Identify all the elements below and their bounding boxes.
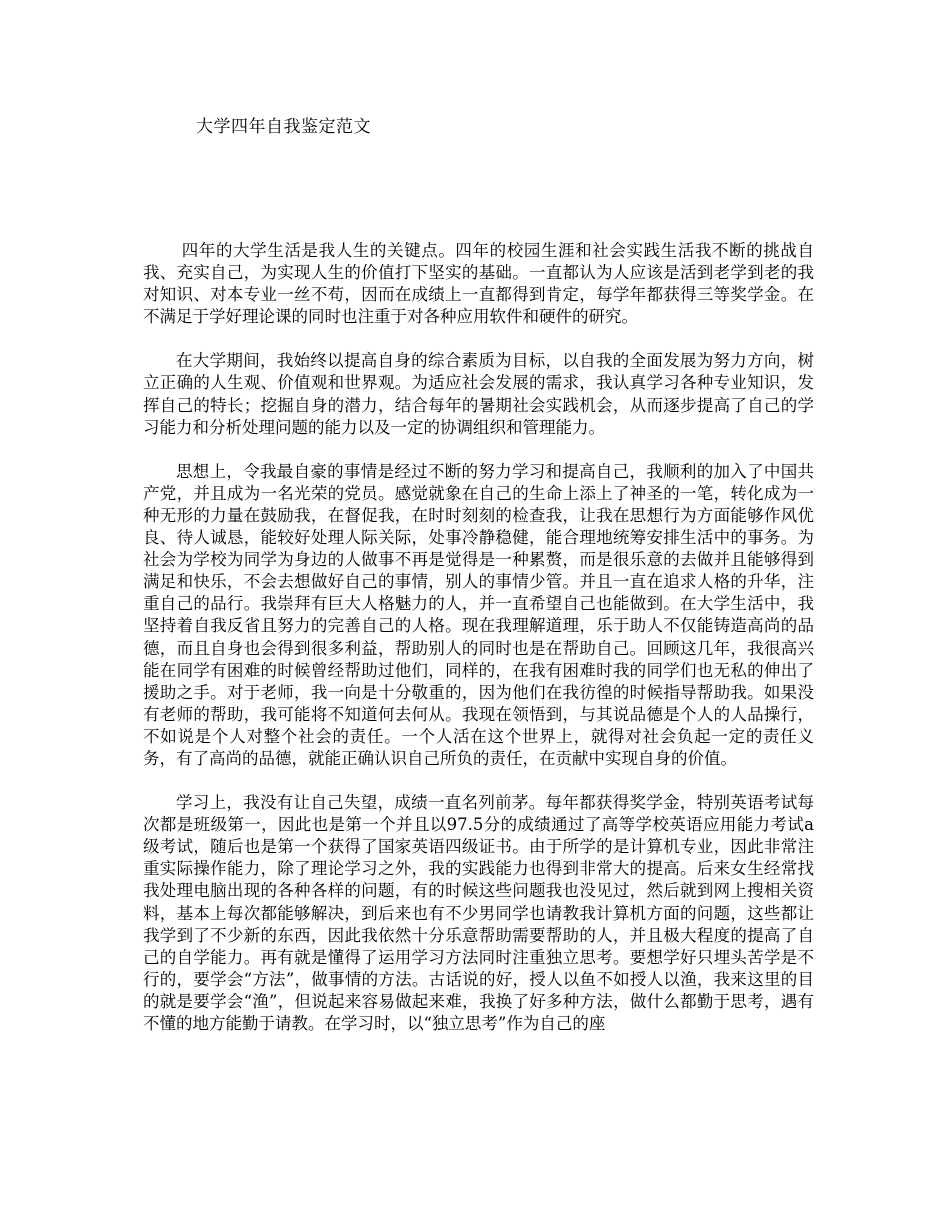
document-title: 大学四年自我鉴定范文 xyxy=(196,117,371,137)
paragraph-study: 学习上，我没有让自己失望，成绩一直名列前茅。每年都获得奖学金，特别英语考试每次都是班级第一，因此也是第一个并且以97.5分的成绩通过了高等学校英语应用能力考试a级考试，随后也是第一个获得了国家英语四级证书。由于所学的是计算机专业，因此非常注重实际操作能力，除了理论学习之外，我的实践能力也得到非常大的提高。后来女生经常找我处理电脑出现的各种各样的问题，有的时候这些问题我也没见过，然后就到网上搜相关资料，基本上每次都能够解决，到后来也有不少男同学也请教我计算机方面的问题，这些都让我学到了不少新的东西，因此我依然十分乐意帮助需要帮助的人，并且极大程度的提高了自己的自学能力。再有就是懂得了运用学习方法同时注重独立思考。要想学好只埋头苦学是不行的，要学会“方法”，做事情的方法。古话说的好，授人以鱼不如授人以渔，我来这里的目的就是要学会“渔”，但说起来容易做起来难，我换了好多种方法，做什么都勤于思考，遇有不懂的地方能勤于请教。在学习时，以“独立思考”作为自己的座 xyxy=(143,793,814,1033)
paragraph-intro: 四年的大学生活是我人生的关键点。四年的校园生涯和社会实践生活我不断的挑战自我、充实自己，为实现人生的价值打下坚实的基础。一直都认为人应该是活到老学到老的我对知识、对本专业一丝不苟，因而在成绩上一直都得到肯定，每学年都获得三等奖学金。在不满足于学好理论课的同时也注重于对各种应用软件和硬件的研究。 xyxy=(143,241,814,327)
paragraph-university-period: 在大学期间，我始终以提高自身的综合素质为目标，以自我的全面发展为努力方向，树立正确的人生观、价值观和世界观。为适应社会发展的需求，我认真学习各种专业知识，发挥自己的特长；挖掘自身的潜力，结合每年的暑期社会实践机会，从而逐步提高了自己的学习能力和分析处理问题的能力以及一定的协调组织和管理能力。 xyxy=(143,351,814,437)
paragraph-ideology: 思想上，令我最自豪的事情是经过不断的努力学习和提高自己，我顺利的加入了中国共产党，并且成为一名光荣的党员。感觉就象在自己的生命上添上了神圣的一笔，转化成为一种无形的力量在鼓励我，在督促我，在时时刻刻的检查我，让我在思想行为方面能够作风优良、待人诚恳，能较好处理人际关际，处事冷静稳健，能合理地统筹安排生活中的事务。为社会为学校为同学为身边的人做事不再是觉得是一种累赘，而是很乐意的去做并且能够得到满足和快乐，不会去想做好自己的事情，别人的事情少管。并且一直在追求人格的升华，注重自己的品行。我崇拜有巨大人格魅力的人，并一直希望自己也能做到。在大学生活中，我坚持着自我反省且努力的完善自己的人格。现在我理解道理，乐于助人不仅能铸造高尚的品德，而且自身也会得到很多利益，帮助别人的同时也是在帮助自己。回顾这几年，我很高兴能在同学有困难的时候曾经帮助过他们，同样的，在我有困难时我的同学们也无私的伸出了援助之手。对于老师，我一向是十分敬重的，因为他们在我彷徨的时候指导帮助我。如果没有老师的帮助，我可能将不知道何去何从。我现在领悟到，与其说品德是个人的人品操行，不如说是个人对整个社会的责任。一个人活在这个世界上，就得对社会负起一定的责任义务，有了高尚的品德，就能正确认识自己所负的责任，在贡献中实现自身的价值。 xyxy=(143,461,814,768)
document-body xyxy=(143,240,814,1057)
